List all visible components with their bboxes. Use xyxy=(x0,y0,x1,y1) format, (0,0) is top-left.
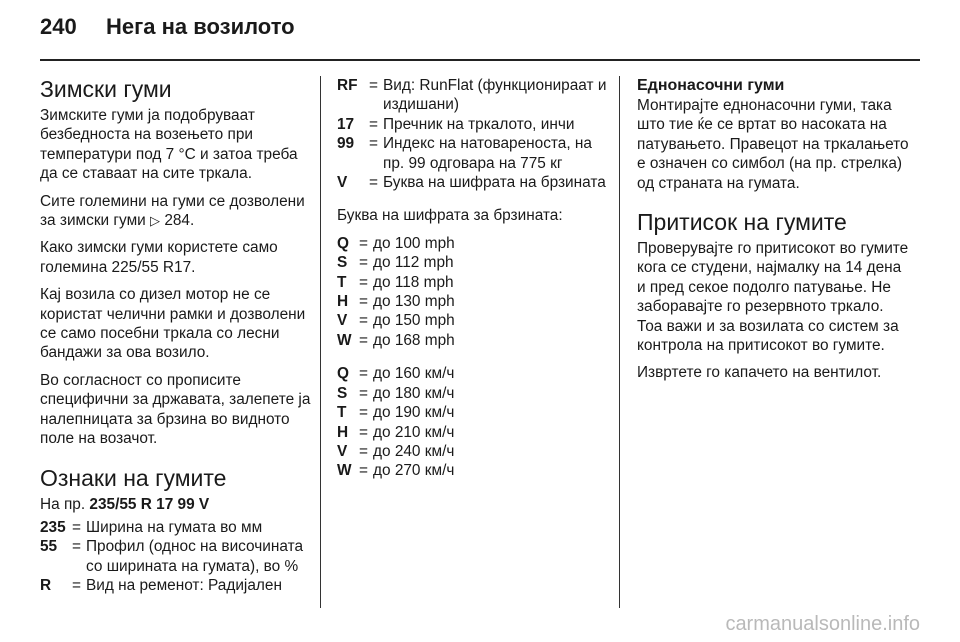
winter-paragraph-4: Кај возила со дизел мотор не се користат челични рамки и дозволени се само посебни тркала со лесни бандажи за ова возило. xyxy=(40,286,306,362)
speed-value: до 180 км/ч xyxy=(373,384,455,402)
column-3 xyxy=(637,76,912,391)
equals-sign: = xyxy=(369,115,378,133)
page-title: Нега на возилото xyxy=(106,14,295,39)
tyre-marking-definitions xyxy=(40,518,316,596)
definition-term: 55 xyxy=(40,538,58,556)
definition-term: 235 xyxy=(40,518,66,536)
speed-value: до 112 mph xyxy=(373,254,454,272)
definition-row xyxy=(337,115,607,134)
equals-sign: = xyxy=(369,77,378,94)
equals-sign: = xyxy=(72,518,81,536)
speed-value: до 270 км/ч xyxy=(373,462,455,480)
definition-term: RF xyxy=(337,77,358,94)
speed-letter: H xyxy=(337,293,349,311)
equals-sign: = xyxy=(359,312,368,330)
column-2 xyxy=(337,76,607,481)
speed-row xyxy=(337,253,607,272)
watermark: carmanualsonline.info xyxy=(725,613,920,635)
equals-sign: = xyxy=(369,174,378,192)
winter-paragraph-2-page[interactable]: 284. xyxy=(164,212,195,230)
speed-row xyxy=(337,273,607,292)
directional-paragraph: Монтирајте еднонасочни гуми, така што тие ќе се вртат во насоката на патувањето. Правецот на тркалањето е означен со симбол (на пр. стрелка) од страната на гумата. xyxy=(637,97,909,192)
speed-value: до 118 mph xyxy=(373,273,454,291)
speed-intro: Буква на шифрата за брзината: xyxy=(337,207,563,225)
pressure-paragraph-2: Извртете го капачето на вентилот. xyxy=(637,364,882,382)
definition-desc: Индекс на натовареноста, на пр. 99 одговара на 775 кг xyxy=(383,135,592,172)
speed-letter: S xyxy=(337,384,348,402)
definition-row xyxy=(337,173,607,192)
definition-desc: Пречник на тркалото, инчи xyxy=(383,115,575,133)
speed-row xyxy=(337,364,607,383)
speed-letter: W xyxy=(337,462,352,480)
definition-term: R xyxy=(40,577,52,595)
definition-desc: Буква на шифрата на брзината xyxy=(383,174,606,192)
winter-paragraph-2-text: Сите големини на гуми се дозволени за зимски гуми xyxy=(40,192,305,230)
equals-sign: = xyxy=(359,273,368,291)
definition-desc: Вид на ременот: Радијален xyxy=(86,577,282,595)
header-rule xyxy=(40,59,920,61)
speed-table-mph xyxy=(337,234,607,350)
speed-letter: Q xyxy=(337,234,349,252)
speed-value: до 130 mph xyxy=(373,293,455,311)
speed-value: до 100 mph xyxy=(373,234,455,252)
speed-letter: W xyxy=(337,331,352,349)
definition-row xyxy=(40,537,316,576)
speed-value: до 240 км/ч xyxy=(373,442,455,460)
tyre-marking-example xyxy=(40,495,316,514)
definition-term: 17 xyxy=(337,115,355,133)
speed-row xyxy=(337,461,607,480)
speed-row xyxy=(337,311,607,330)
definition-row xyxy=(40,518,316,537)
speed-value: до 150 mph xyxy=(373,312,455,330)
equals-sign: = xyxy=(359,331,368,349)
tyre-marking-definitions-cont xyxy=(337,76,607,192)
equals-sign: = xyxy=(359,254,368,272)
speed-row xyxy=(337,403,607,422)
tyre-markings-heading: Ознаки на гумите xyxy=(40,464,227,491)
speed-value: до 190 км/ч xyxy=(373,404,455,422)
column-1 xyxy=(40,76,316,596)
equals-sign: = xyxy=(359,384,368,402)
example-code: 235/55 R 17 99 V xyxy=(89,495,210,513)
winter-paragraph-2 xyxy=(40,192,316,231)
equals-sign: = xyxy=(359,462,368,480)
equals-sign: = xyxy=(359,404,368,422)
equals-sign: = xyxy=(359,442,368,460)
directional-tyres-heading: Еднонасочни гуми xyxy=(637,77,785,94)
equals-sign: = xyxy=(359,234,368,252)
equals-sign: = xyxy=(359,293,368,311)
definition-row xyxy=(337,76,607,115)
speed-letter: H xyxy=(337,423,349,441)
column-divider-2 xyxy=(619,76,620,608)
equals-sign: = xyxy=(359,423,368,441)
speed-letter: V xyxy=(337,312,348,330)
definition-desc: Вид: RunFlat (функционираат и издишани) xyxy=(383,77,607,114)
pressure-paragraph-1: Проверувајте го притисокот во гумите кога се студени, најмалку на 14 дена и пред секое подолго патување. Не заборавајте го резервното тркало. Тоа важи и за возилата со систем за контрола на притисокот во гумите. xyxy=(637,240,909,355)
speed-letter: T xyxy=(337,404,347,422)
winter-paragraph-5: Во согласност со прописите специфични за државата, залепете ја налепницата за брзина во видното поле на возачот. xyxy=(40,371,311,448)
speed-row xyxy=(337,384,607,403)
equals-sign: = xyxy=(72,538,81,556)
speed-row xyxy=(337,423,607,442)
speed-row xyxy=(337,292,607,311)
winter-paragraph-1: Зимските гуми ја подобруваат безбедноста на возењето при температури под 7 °C и затоа треба да се ставаат на сите тркала. xyxy=(40,107,298,183)
page-number: 240 xyxy=(40,14,77,39)
speed-letter: S xyxy=(337,254,348,272)
speed-row xyxy=(337,234,607,253)
speed-letter: T xyxy=(337,273,347,291)
definition-term: V xyxy=(337,174,348,192)
speed-letter: Q xyxy=(337,365,349,383)
definition-term: 99 xyxy=(337,135,355,153)
equals-sign: = xyxy=(72,577,81,595)
example-prefix: На пр. xyxy=(40,495,90,513)
definition-desc: Профил (однос на височината со ширината на гумата), во % xyxy=(86,538,304,575)
arrow-ref-icon[interactable]: ▷ xyxy=(150,213,161,229)
speed-table-kmh xyxy=(337,364,607,480)
speed-row xyxy=(337,442,607,461)
winter-paragraph-3: Како зимски гуми користете само големина 225/55 R17. xyxy=(40,239,278,276)
tyre-pressure-heading: Притисок на гумите xyxy=(637,209,847,236)
definition-row xyxy=(40,576,316,595)
equals-sign: = xyxy=(369,135,378,153)
speed-letter: V xyxy=(337,442,348,460)
page-header xyxy=(40,14,920,54)
equals-sign: = xyxy=(359,365,368,383)
speed-value: до 160 км/ч xyxy=(373,365,455,383)
winter-tyres-heading: Зимски гуми xyxy=(40,76,172,102)
definition-row xyxy=(337,134,607,173)
definition-desc: Ширина на гумата во мм xyxy=(86,518,263,536)
speed-value: до 168 mph xyxy=(373,331,455,349)
column-divider-1 xyxy=(320,76,321,608)
speed-row xyxy=(337,331,607,350)
speed-value: до 210 км/ч xyxy=(373,423,455,441)
